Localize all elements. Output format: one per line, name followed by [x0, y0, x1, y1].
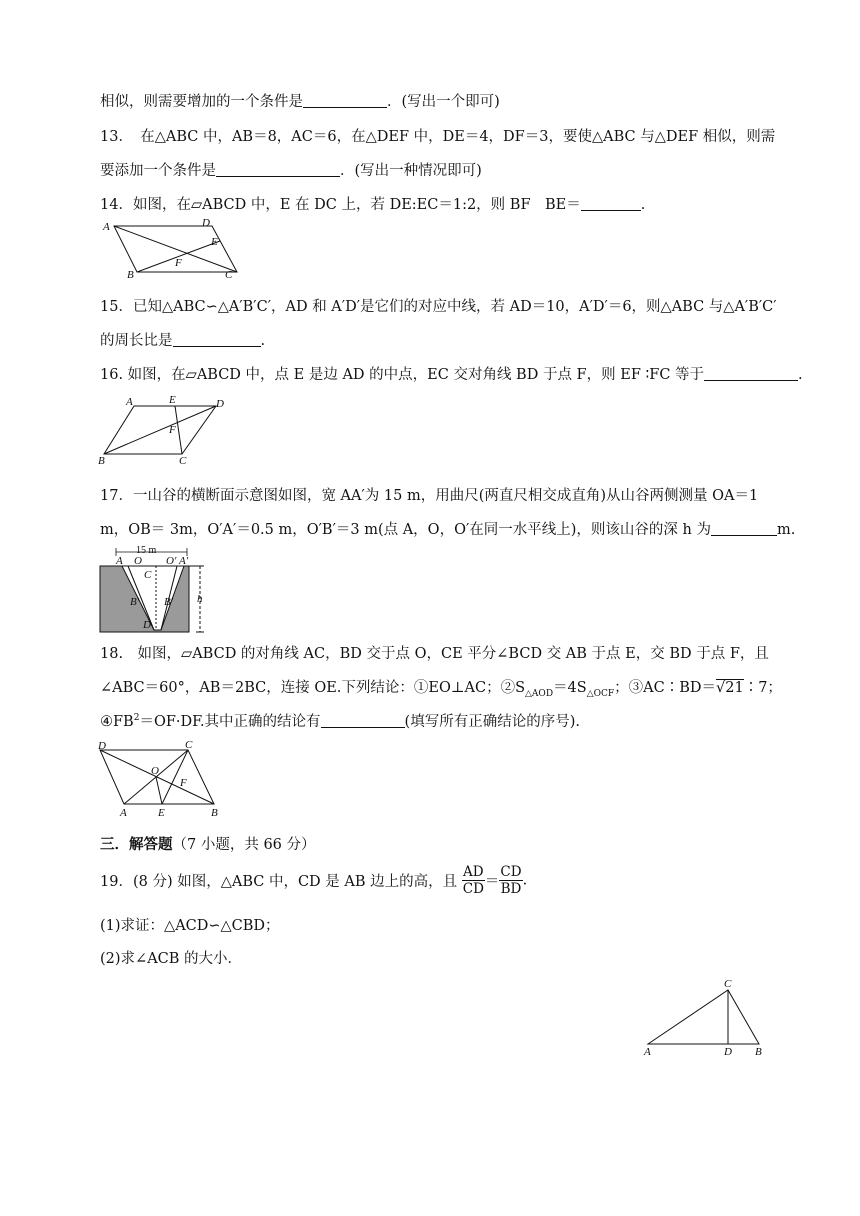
q19-figure	[640, 976, 770, 1060]
q18-line1: 18. 如图，▱ABCD 的对角线 AC，BD 交于点 O，CE 平分∠BCD 交 AB 于点 E，交 BD 于点 F，且	[100, 646, 769, 662]
q19-frac2-num: CD	[500, 864, 522, 880]
q18-line3	[100, 710, 580, 731]
q13-line2	[100, 159, 482, 180]
q17-label-d: D	[143, 619, 151, 631]
section-3-title: 三．解答题	[100, 836, 173, 853]
q14-label-e: E	[211, 236, 218, 248]
q18-label-d: D	[98, 740, 106, 752]
q14-period: .	[640, 197, 646, 213]
q13-answer-blank[interactable]	[216, 162, 340, 177]
q18-label-e: E	[158, 807, 165, 819]
q18-segment-oe	[156, 777, 162, 804]
q17-label-h: h	[197, 593, 203, 605]
q18-sqrt-value: 21	[725, 680, 744, 696]
q17-label-a: A	[116, 555, 123, 567]
q19-label-a: A	[644, 1046, 651, 1058]
q17-answer-blank[interactable]	[711, 521, 777, 536]
q14-answer-blank[interactable]	[581, 196, 641, 211]
q17-figure	[96, 542, 226, 636]
q18-sup: 2	[133, 713, 140, 724]
q17-line2	[100, 518, 795, 539]
q18-sub-aod: △AOD	[525, 688, 554, 699]
q17-line1: 17．一山谷的横断面示意图如图，宽 AA′为 15 m，用曲尺(两直尺相交成直角)从山谷两侧测量 OA＝1	[100, 488, 759, 504]
q17-label-b: B′	[130, 596, 140, 608]
q14-figure	[100, 216, 245, 280]
q14-line	[100, 193, 645, 214]
q14-label-b: B	[127, 269, 134, 280]
q18-answer-blank[interactable]	[321, 713, 405, 728]
q19-label-b: B	[755, 1046, 762, 1058]
q14-label-d: D	[202, 217, 210, 229]
q18-label-c: C	[185, 740, 193, 751]
q16-label-c: C	[179, 455, 187, 467]
q19-fraction-2	[499, 864, 522, 897]
sqrt-sign: √21	[716, 680, 744, 696]
q15-period: .	[260, 333, 266, 349]
q18-text-a: ∠ABC＝60°，AB＝2BC，连接 OE.下列结论：①EO⊥AC；②S	[100, 680, 526, 696]
q17-label-o-prime: O′	[166, 555, 177, 567]
q18-line2	[100, 676, 782, 699]
q13-text: 要添加一个条件是	[100, 163, 216, 179]
q15-answer-blank[interactable]	[173, 332, 261, 347]
q16-line	[100, 363, 803, 384]
q19-equals: ＝	[484, 874, 500, 890]
section-3-note: （7 小题，共 66 分）	[172, 837, 316, 853]
q19-period: .	[522, 872, 528, 889]
q18-label-a: A	[120, 807, 127, 819]
q18-text-d: ∶7；	[743, 680, 782, 696]
q16-text: 16. 如图，在▱ABCD 中，点 E 是边 AD 的中点，EC 交对角线 BD 于点 F，则 EF ∶FC 等于	[100, 367, 705, 383]
q16-label-e: E	[169, 394, 176, 406]
q13-note: ．(写出一种情况即可)	[340, 163, 482, 179]
q18-diagonal-db	[100, 750, 214, 804]
q16-label-d: D	[216, 398, 224, 410]
q12-text: 相似，则需要增加的一个条件是	[100, 94, 303, 110]
q17-label-b-prime: B′	[164, 596, 174, 608]
q19-fraction-1	[462, 864, 485, 897]
q18-label-f: F	[180, 777, 187, 789]
q18-note: (填写所有正确结论的序号).	[404, 714, 580, 730]
q16-label-b: B	[98, 455, 105, 467]
q19-frac2-den: BD	[500, 881, 522, 897]
q18-text-b: ＝4S	[553, 680, 587, 696]
q19-part2: (2)求∠ACB 的大小．	[100, 951, 243, 967]
q17-width-label: 15 m	[136, 545, 157, 556]
q14-label-a: A	[103, 221, 110, 233]
q14-label-c: C	[225, 269, 233, 280]
q15-text: 的周长比是	[100, 333, 173, 349]
q14-text: 14．如图，在▱ABCD 中，E 在 DC 上，若 DE:EC＝1:2，则 BF BE＝	[100, 197, 581, 213]
q18-figure	[96, 740, 226, 820]
q19-line	[100, 864, 527, 897]
q18-text-f: ＝OF·DF.其中正确的结论有	[139, 714, 321, 730]
q17-text: m，OB＝ 3m，O′A′＝0.5 m，O′B′＝3 m(点 A，O，O′在同一水平线上)，则该山谷的深 h 为	[100, 522, 711, 538]
q19-frac1-den: CD	[462, 881, 484, 897]
q18-sub-ocf: △OCF	[586, 688, 615, 699]
q15-line2	[100, 329, 265, 350]
q19-label-c: C	[724, 978, 732, 990]
q16-label-a: A	[126, 396, 133, 408]
q19-triangle	[648, 990, 759, 1044]
q18-text-c: ；③AC∶BD＝	[614, 680, 716, 696]
q12-note: ．(写出一个即可)	[387, 94, 500, 110]
q17-label-a-prime: A′	[179, 555, 189, 567]
q17-unit: m.	[776, 522, 796, 538]
q15-line1: 15．已知△ABC∽△A′B′C′，AD 和 A′D′是它们的对应中线，若 AD＝10，A′D′＝6，则△ABC 与△A′B′C′	[100, 299, 777, 315]
section-3-header	[100, 833, 316, 854]
q16-segment-ec	[175, 406, 182, 454]
q14-label-f: F	[175, 257, 182, 269]
q16-period: .	[798, 367, 803, 383]
q16-label-f: F	[169, 424, 176, 436]
q18-label-b: B	[211, 807, 218, 819]
q17-label-c: C	[144, 569, 152, 581]
q18-text-e: ④FB	[100, 714, 134, 730]
q19-frac1-num: AD	[463, 864, 484, 880]
q19-text: 19．(8 分) 如图，△ABC 中，CD 是 AB 边上的高，且	[100, 874, 458, 890]
q19-label-d: D	[724, 1046, 732, 1058]
q12-answer-blank[interactable]	[303, 93, 387, 108]
q12-tail	[100, 90, 500, 111]
q13-line1: 13． 在△ABC 中，AB＝8，AC＝6，在△DEF 中，DE＝4，DF＝3，要使△ABC 与△DEF 相似，则需	[100, 129, 776, 145]
q16-answer-blank[interactable]	[704, 366, 798, 381]
q16-figure	[96, 394, 231, 468]
q19-part1: (1)求证：△ACD∽△CBD；	[100, 918, 280, 934]
q17-label-o: O	[134, 555, 142, 567]
q18-label-o: O	[151, 765, 159, 777]
